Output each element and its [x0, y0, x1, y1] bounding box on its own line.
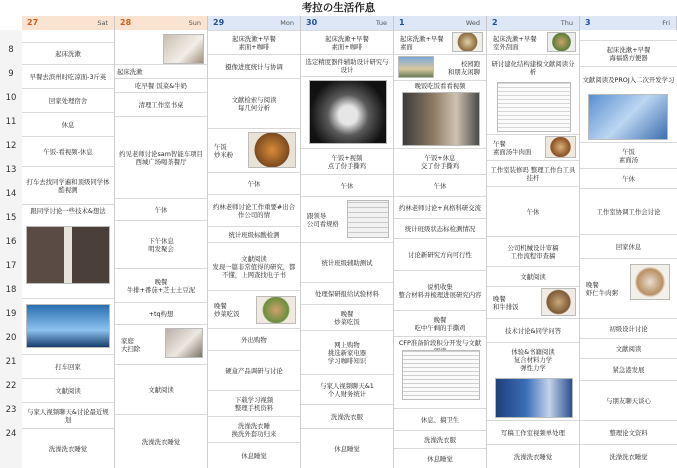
event-block[interactable]: 文献阅读 — [115, 364, 207, 414]
event-block[interactable]: 早餐去滨州时吃凉面-3斤英 — [22, 64, 114, 88]
event-block[interactable]: 文献阅读 发现一篇非常值得的研究，都不懂，上网查找电子书 — [208, 242, 300, 290]
event-block[interactable]: 与朋友聊天谈心 — [580, 380, 677, 420]
day-number: 28 — [120, 18, 132, 27]
day-header-fri[interactable] — [580, 16, 677, 30]
event-block[interactable]: 统计班级状态标检测情况 — [394, 218, 486, 238]
event-block[interactable]: 打车去找同学遍和顶级同学体酷视测 — [22, 166, 114, 204]
day-weekday: Wed — [465, 19, 480, 27]
event-block[interactable]: 紧急港发展 — [580, 358, 677, 380]
hour-label: 13 — [5, 165, 17, 175]
event-block[interactable]: 休息睡觉 — [394, 448, 486, 468]
day-column-fri — [580, 30, 677, 468]
event-block[interactable]: 起床洗漱+早餐 素面+咖啡 — [208, 30, 300, 54]
photo-thumbnail — [309, 80, 387, 144]
event-block[interactable]: 技术讨论&同学问答 — [487, 318, 579, 342]
hour-label: 11 — [5, 117, 17, 127]
photo-thumbnail — [588, 94, 668, 140]
event-block[interactable]: 晚餐 牛排+番茄+芝士土豆泥 — [115, 268, 207, 302]
event-block[interactable]: 晚饭吃饭看看视频 — [394, 80, 486, 90]
hour-label: 17 — [5, 261, 17, 271]
event-block[interactable]: 洗澡洗衣睡 换洗外套功归来 — [208, 416, 300, 442]
event-block[interactable]: 休息睡觉 — [301, 428, 393, 468]
event-block[interactable]: 起床洗漱+早餐 素面+咖啡 — [301, 30, 393, 54]
event-block[interactable]: 休息 — [22, 112, 114, 136]
event-block[interactable]: 洗澡洗衣睡觉 — [115, 414, 207, 468]
event-block[interactable]: 洗澡洗衣睡觉 — [580, 444, 677, 468]
event-block[interactable]: 午饭 素面汤 — [580, 142, 677, 168]
event-block[interactable]: 初级设计讨论 — [580, 318, 677, 338]
event-block[interactable]: 起床洗漱+早餐 海福盛方便器 — [580, 40, 677, 66]
event-block[interactable]: 休息、搞卫生 — [394, 408, 486, 430]
event-block[interactable]: 午休 — [580, 168, 677, 188]
event-block[interactable]: 打车回家 — [22, 354, 114, 378]
hour-label: 24 — [5, 429, 17, 439]
event-block[interactable]: 起床洗漱 — [22, 42, 114, 64]
hour-label: 22 — [5, 381, 17, 391]
event-block[interactable]: 校园跑 和朋友闲聊 — [394, 54, 486, 80]
day-column-wed — [394, 30, 487, 468]
photo-thumbnail — [165, 328, 203, 358]
event-block[interactable]: 清理工作室书桌 — [115, 92, 207, 116]
hour-label: 10 — [5, 93, 17, 103]
event-block[interactable]: 午饭-看视频-休息 — [22, 136, 114, 166]
day-weekday: Fri — [662, 19, 670, 27]
event-block[interactable]: 与家人视频聊天&1 个人财务统计 — [301, 374, 393, 404]
event-block[interactable]: 午休 — [394, 174, 486, 196]
day-number: 30 — [306, 18, 318, 27]
event-block[interactable]: 下载学习视频 整理手机资料 — [208, 390, 300, 416]
hour-label: 14 — [5, 189, 17, 199]
event-block[interactable]: 下午休息 明发聚会 — [115, 220, 207, 268]
event-block[interactable]: 讨论新研究方向可行性 — [394, 238, 486, 270]
photo-thumbnail — [630, 264, 670, 300]
event-block[interactable]: 晚餐 和牛排饭 — [487, 286, 579, 318]
event-block[interactable]: +tq构想 — [115, 302, 207, 324]
event-block[interactable]: 处理保研报给试验材料 — [301, 282, 393, 304]
event-block[interactable]: 说机收集 整合材料并梳理进展研究内容 — [394, 270, 486, 310]
event-block[interactable]: 午休 — [208, 172, 300, 194]
event-block[interactable]: 网上购物 挑选新家电器 学习咖啡知识 — [301, 330, 393, 374]
photo-thumbnail — [402, 350, 480, 400]
event-block[interactable]: CFP准备阶段积分开发与文献 — [394, 336, 486, 408]
event-block[interactable]: 文献检索与阅读 每几何分析 — [208, 78, 300, 128]
photo-thumbnail — [256, 296, 296, 324]
hour-label: 16 — [5, 237, 17, 247]
event-block[interactable]: 午饭+视频 点了份手撕鸡 — [301, 148, 393, 174]
day-header-sat[interactable] — [22, 16, 115, 30]
hour-label: 18 — [5, 285, 17, 295]
day-column-mon — [208, 30, 301, 468]
photo-thumbnail — [26, 226, 110, 284]
event-block[interactable]: 午休 — [301, 174, 393, 196]
day-number: 27 — [27, 18, 39, 27]
event-block[interactable]: 吃早餐 饭菜&牛奶 — [115, 78, 207, 92]
event-block[interactable]: 公司机械设计审稿 工作流程审查稿 — [487, 236, 579, 266]
photo-thumbnail — [347, 200, 389, 238]
event-block[interactable]: 休息睡觉 — [208, 442, 300, 468]
day-number: 3 — [585, 18, 591, 27]
day-column-tue — [301, 30, 394, 468]
event-block[interactable]: 洗澡洗衣睡觉 — [487, 444, 579, 468]
event-block[interactable]: 约林老师讨论工作重要#出合作公司的情 — [208, 194, 300, 226]
event-block[interactable]: 晚餐 吃中午剩的手撕鸡 — [394, 310, 486, 336]
event-block[interactable]: 约见老师讨论sam智能车项目 西城广场喝茶餐厅 — [115, 116, 207, 198]
time-column — [0, 30, 22, 468]
day-weekday: Sun — [188, 19, 201, 27]
day-column-thu — [487, 30, 580, 468]
event-block[interactable]: 跟领导 公司看规格 — [301, 196, 393, 242]
event-block[interactable]: 文献阅读 — [580, 338, 677, 358]
day-weekday: Mon — [280, 19, 294, 27]
photo-thumbnail — [545, 136, 576, 158]
hour-label: 19 — [5, 309, 17, 319]
photo-thumbnail — [248, 132, 296, 168]
event-block[interactable]: 晚餐 虾仁牛肉粥 — [580, 258, 677, 318]
event-block[interactable]: 文献阅读及PROJ入二次开发学习 — [580, 66, 677, 92]
event-block[interactable]: 午餐 素面汤牛肉面 — [487, 134, 579, 160]
event-block[interactable]: 统计班级标酸检测 — [208, 226, 300, 242]
event-block[interactable]: 午饭 炒米粉 — [208, 128, 300, 172]
event-block[interactable]: 家庭 大扫除 — [115, 324, 207, 364]
event-block[interactable]: 洗澡洗衣睡觉 — [22, 428, 114, 468]
hour-label: 12 — [5, 141, 17, 151]
event-block[interactable]: 研讨建化结构建模文献阅读分析 — [487, 54, 579, 80]
event-block[interactable]: 晚餐 炒菜吃饭 — [208, 290, 300, 328]
hour-label: 21 — [5, 357, 17, 367]
event-block[interactable]: 午饭+休息 交了份手撕鸡 — [394, 148, 486, 174]
event-block[interactable]: 回家休息 — [580, 234, 677, 258]
event-block[interactable]: 午休 — [115, 198, 207, 220]
day-weekday: Thu — [560, 19, 573, 27]
event-block[interactable]: 洗澡洗衣服 — [301, 404, 393, 428]
event-block[interactable]: 起床洗漱 — [115, 64, 207, 78]
hour-label: 20 — [5, 333, 17, 343]
photo-thumbnail — [547, 32, 576, 52]
event-block[interactable]: 晚餐 炒菜吃饭 — [301, 304, 393, 330]
photo-thumbnail — [495, 378, 573, 418]
photo-thumbnail — [452, 32, 483, 52]
day-header-tue[interactable] — [301, 16, 394, 30]
hour-label: 9 — [8, 69, 14, 79]
event-block[interactable]: 体验&书籍阅读 复合材料力学 弹性力学 — [487, 342, 579, 376]
event-block[interactable]: 午休 — [487, 186, 579, 236]
event-block[interactable]: 约林老师讨论+真格科研交流 — [394, 196, 486, 218]
photo-thumbnail — [541, 288, 576, 316]
event-block[interactable]: 选定精度器件辅助设计研究与设计 — [301, 54, 393, 76]
day-header-mon[interactable] — [208, 16, 301, 30]
event-block[interactable]: 工作室装修吗 整理工作台工具挂杆 — [487, 160, 579, 186]
event-block[interactable]: 工作室协调工作会讨论 — [580, 188, 677, 234]
hour-label: 23 — [5, 405, 17, 415]
event-block[interactable]: 起床洗漱+早餐 室外刮面 — [487, 30, 579, 54]
day-number: 29 — [213, 18, 225, 27]
event-block[interactable]: 与家人视频聊天&讨论最近规划 — [22, 402, 114, 428]
event-block[interactable]: 统计班级辅助测试 — [301, 242, 393, 282]
day-number: 1 — [399, 18, 405, 27]
day-header-thu[interactable] — [487, 16, 580, 30]
event-block[interactable]: 洗澡洗衣服 — [394, 430, 486, 448]
photo-thumbnail — [402, 92, 480, 146]
event-block[interactable]: 文献阅读 — [487, 266, 579, 286]
event-block[interactable]: 跟同学讨论一些技术&想法 — [22, 204, 114, 298]
hour-label: 8 — [8, 45, 14, 55]
event-block[interactable]: 起床洗漱+早餐 素面 — [394, 30, 486, 54]
day-column-sat — [22, 30, 115, 468]
day-number: 2 — [492, 18, 498, 27]
day-header-sun[interactable] — [115, 16, 208, 30]
event-block[interactable]: 写稿工作室视频单处理 — [487, 420, 579, 444]
event-block[interactable]: 整理论文资料 — [580, 420, 677, 444]
day-weekday: Tue — [375, 19, 387, 27]
event-block[interactable]: 文献阅读 — [22, 378, 114, 402]
event-block[interactable]: 摄像进度统计与协调 — [208, 54, 300, 78]
event-block[interactable]: 外出购物 — [208, 328, 300, 350]
day-weekday: Sat — [97, 19, 108, 27]
photo-thumbnail — [497, 82, 571, 132]
photo-thumbnail — [163, 34, 204, 64]
day-column-sun — [115, 30, 208, 468]
hour-label: 15 — [5, 213, 17, 223]
photo-thumbnail — [26, 304, 110, 348]
event-block[interactable]: 硬盒产品调研与讨论 — [208, 350, 300, 390]
day-header-wed[interactable] — [394, 16, 487, 30]
event-block[interactable]: 回家处理宿舍 — [22, 88, 114, 112]
page-title: 考拉の生活作息 — [301, 2, 376, 14]
